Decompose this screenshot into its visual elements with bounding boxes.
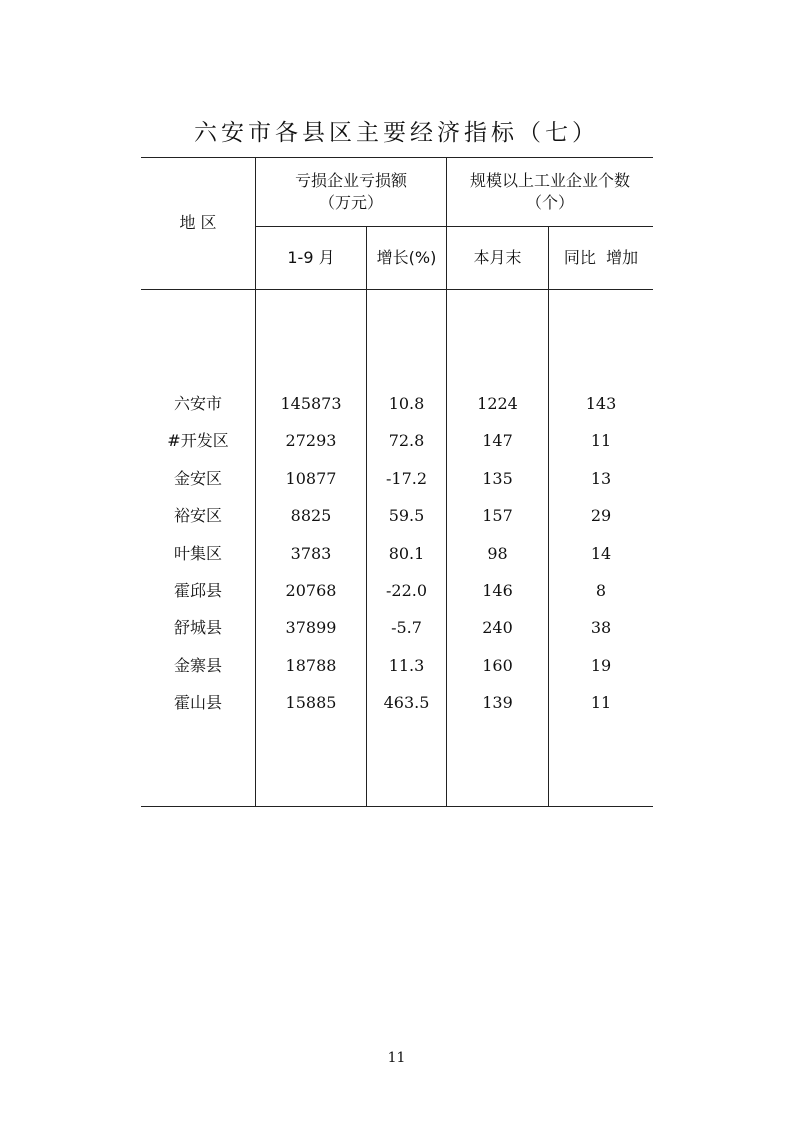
cell-increase: 8 bbox=[595, 581, 607, 600]
header-loss-group bbox=[256, 170, 446, 214]
cell-growth: 59.5 bbox=[388, 506, 425, 525]
cell-growth: 10.8 bbox=[388, 394, 425, 413]
cell-loss: 10877 bbox=[285, 469, 337, 488]
cell-increase: 29 bbox=[590, 506, 612, 525]
cell-count: 146 bbox=[482, 581, 513, 600]
cell-growth: -5.7 bbox=[391, 618, 422, 637]
cell-increase: 19 bbox=[590, 656, 612, 675]
cell-growth: 80.1 bbox=[388, 544, 425, 563]
table-top-rule bbox=[141, 157, 653, 158]
cell-count: 157 bbox=[482, 506, 513, 525]
cell-growth: -17.2 bbox=[385, 469, 428, 488]
header-loss-unit: （万元） bbox=[318, 193, 383, 212]
cell-region: 六安市 bbox=[173, 394, 222, 413]
cell-region: 金寨县 bbox=[173, 656, 222, 675]
header-count-unit: （个） bbox=[525, 193, 574, 212]
cell-count: 1224 bbox=[477, 394, 518, 413]
cell-count: 98 bbox=[487, 544, 508, 563]
cell-loss: 15885 bbox=[285, 693, 337, 712]
cell-region: 舒城县 bbox=[173, 618, 222, 637]
header-count-group bbox=[447, 170, 653, 214]
cell-count: 135 bbox=[482, 469, 513, 488]
header-period: 1-9 月 bbox=[287, 248, 335, 267]
cell-region: 裕安区 bbox=[173, 506, 222, 525]
cell-count: 160 bbox=[482, 656, 513, 675]
header-growth: 增长(%) bbox=[376, 248, 437, 267]
page-number: 11 bbox=[387, 1050, 406, 1066]
cell-loss: 27293 bbox=[285, 431, 337, 450]
cell-loss: 145873 bbox=[280, 394, 342, 413]
cell-region: 叶集区 bbox=[173, 544, 222, 563]
cell-count: 139 bbox=[482, 693, 513, 712]
cell-increase: 38 bbox=[590, 618, 612, 637]
cell-region: #开发区 bbox=[167, 431, 229, 450]
cell-growth: 463.5 bbox=[383, 693, 430, 712]
header-count-title: 规模以上工业企业个数 bbox=[469, 171, 630, 190]
header-month-end: 本月末 bbox=[473, 248, 522, 267]
cell-increase: 13 bbox=[590, 469, 612, 488]
cell-increase: 11 bbox=[590, 431, 612, 450]
cell-growth: -22.0 bbox=[385, 581, 428, 600]
cell-loss: 37899 bbox=[285, 618, 337, 637]
header-bottom-rule bbox=[141, 289, 653, 290]
cell-count: 147 bbox=[482, 431, 513, 450]
header-mid-rule bbox=[256, 226, 653, 227]
cell-loss: 20768 bbox=[285, 581, 337, 600]
cell-region: 金安区 bbox=[173, 469, 222, 488]
cell-increase: 143 bbox=[585, 394, 617, 413]
table-bottom-rule bbox=[141, 806, 653, 807]
header-region: 地 区 bbox=[179, 213, 217, 232]
cell-loss: 8825 bbox=[290, 506, 332, 525]
cell-loss: 3783 bbox=[290, 544, 332, 563]
cell-region: 霍山县 bbox=[173, 693, 222, 712]
cell-growth: 11.3 bbox=[388, 656, 425, 675]
page-title: 六安市各县区主要经济指标（七） bbox=[194, 120, 599, 146]
cell-count: 240 bbox=[482, 618, 513, 637]
header-loss-title: 亏损企业亏损额 bbox=[294, 171, 407, 190]
header-yoy-increase: 同比 增加 bbox=[563, 248, 639, 267]
cell-increase: 11 bbox=[590, 693, 612, 712]
cell-increase: 14 bbox=[590, 544, 612, 563]
cell-loss: 18788 bbox=[285, 656, 337, 675]
cell-growth: 72.8 bbox=[388, 431, 425, 450]
cell-region: 霍邱县 bbox=[173, 581, 222, 600]
